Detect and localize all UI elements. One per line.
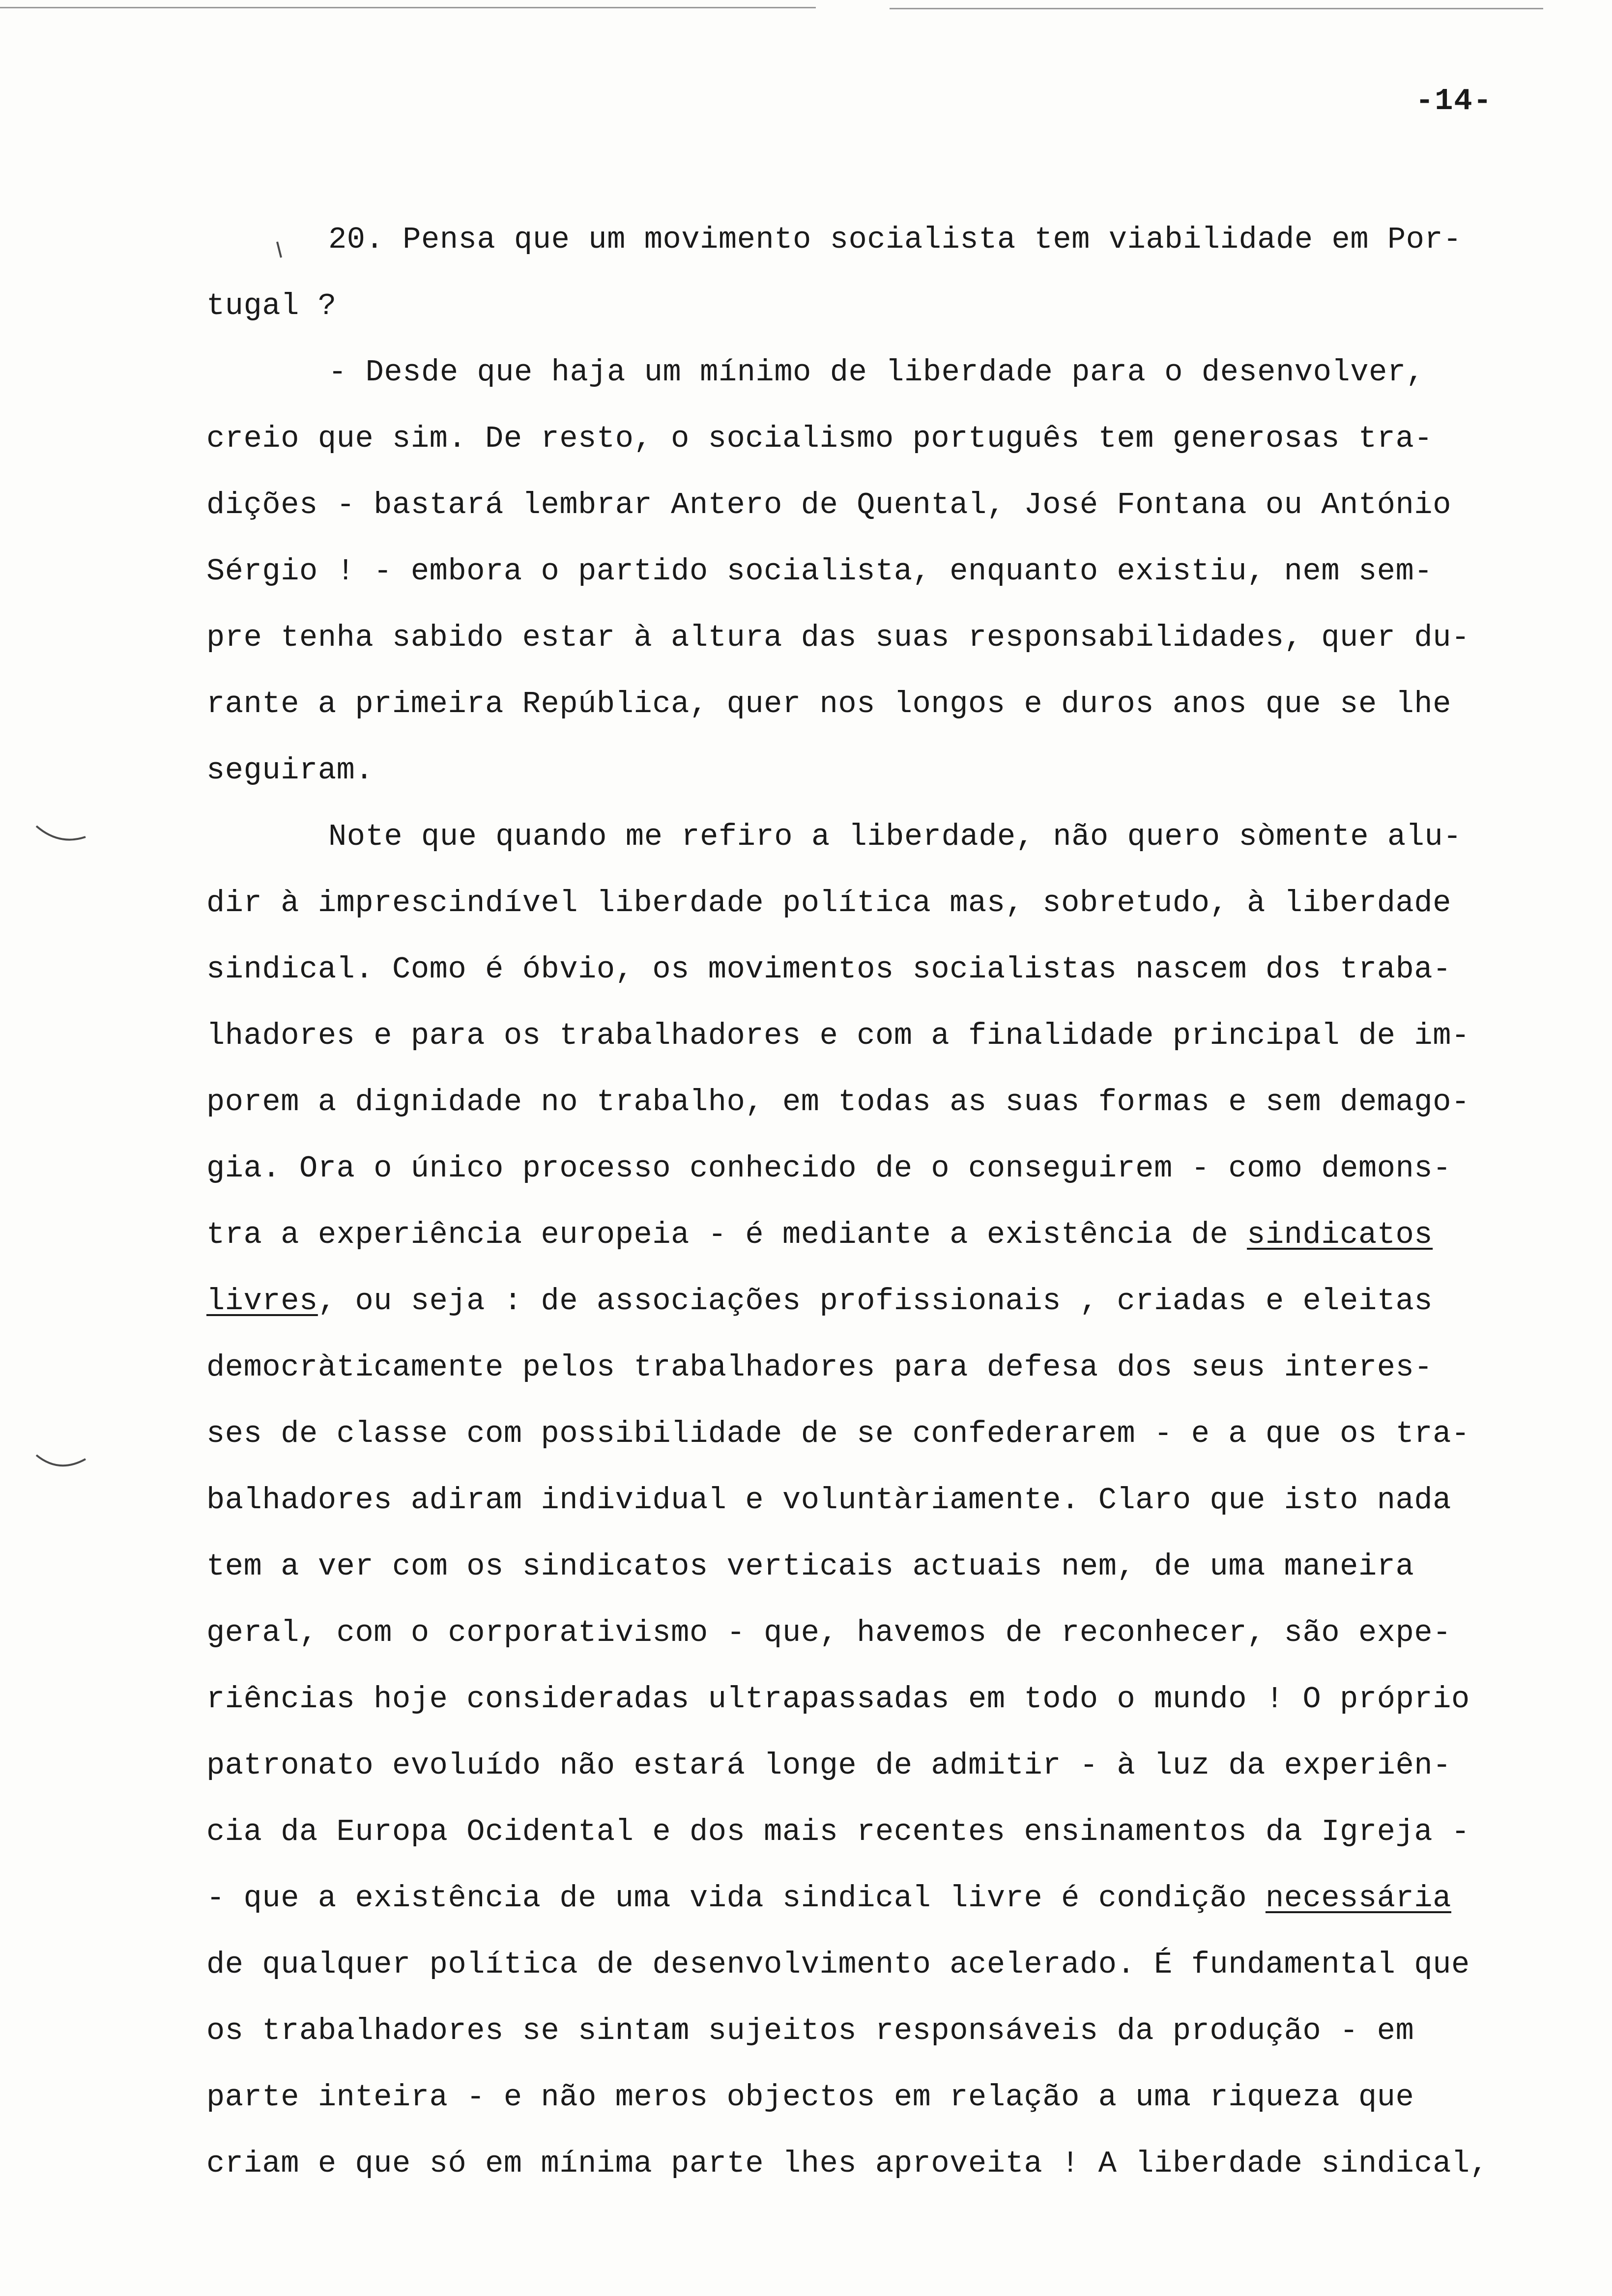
text-line: tra a experiência europeia - é mediante a existência de sindicatos (206, 1217, 1433, 1252)
text-line: tem a ver com os sindicatos verticais actuais nem, de uma maneira (206, 1549, 1414, 1584)
page-number: -14- (1415, 84, 1493, 118)
text-line: ses de classe com possibilidade de se confederarem - e a que os tra- (206, 1416, 1470, 1451)
text-line: seguiram. (206, 753, 374, 788)
text-line: gia. Ora o único processo conhecido de o conseguirem - como demons- (206, 1151, 1452, 1186)
scan-edge-line (890, 8, 1543, 9)
text-line: livres, ou seja : de associações profissionais , criadas e eleitas (206, 1284, 1433, 1319)
body-text (206, 206, 1583, 2197)
text-line: democràticamente pelos trabalhadores para defesa dos seus interes- (206, 1350, 1433, 1385)
text-line: - Desde que haja um mínimo de liberdade para o desenvolver, (328, 355, 1425, 390)
text-line: rante a primeira República, quer nos longos e duros anos que se lhe (206, 687, 1452, 721)
underlined-term: necessária (1265, 1881, 1452, 1916)
text-line: pre tenha sabido estar à altura das suas responsabilidades, quer du- (206, 620, 1470, 655)
text-line: 20. Pensa que um movimento socialista tem viabilidade em Por- (328, 222, 1462, 257)
text-line: cia da Europa Ocidental e dos mais recentes ensinamentos da Igreja - (206, 1814, 1470, 1849)
text-line: lhadores e para os trabalhadores e com a finalidade principal de im- (206, 1018, 1470, 1053)
text-line: dições - bastará lembrar Antero de Quental, José Fontana ou António (206, 488, 1452, 522)
text-line: tugal ? (206, 288, 337, 323)
text-line: Sérgio ! - embora o partido socialista, enquanto existiu, nem sem- (206, 554, 1433, 589)
margin-curve-mark (34, 1452, 88, 1477)
text-line: sindical. Como é óbvio, os movimentos socialistas nascem dos traba- (206, 952, 1452, 987)
underlined-term: livres (206, 1284, 318, 1319)
underlined-term: sindicatos (1247, 1217, 1433, 1252)
text-line: porem a dignidade no trabalho, em todas as suas formas e sem demago- (206, 1085, 1470, 1119)
text-line: parte inteira - e não meros objectos em relação a uma riqueza que (206, 2080, 1414, 2115)
text-line: os trabalhadores se sintam sujeitos responsáveis da produção - em (206, 2013, 1414, 2048)
text-line: patronato evoluído não estará longe de admitir - à luz da experiên- (206, 1748, 1452, 1783)
margin-curve-mark (34, 823, 88, 848)
text-line: riências hoje consideradas ultrapassadas em todo o mundo ! O próprio (206, 1682, 1470, 1717)
text-line: - que a existência de uma vida sindical livre é condição necessária (206, 1881, 1452, 1916)
scan-edge-line (0, 7, 816, 8)
text-line: balhadores adiram individual e voluntàriamente. Claro que isto nada (206, 1483, 1452, 1518)
text-line: dir à imprescindível liberdade política mas, sobretudo, à liberdade (206, 886, 1452, 920)
text-line: de qualquer política de desenvolvimento acelerado. É fundamental que (206, 1947, 1470, 1982)
text-line: Note que quando me refiro a liberdade, não quero sòmente alu- (328, 819, 1462, 854)
text-line: geral, com o corporativismo - que, havemos de reconhecer, são expe- (206, 1615, 1452, 1650)
text-line: criam e que só em mínima parte lhes aproveita ! A liberdade sindical, (206, 2146, 1489, 2181)
text-line: creio que sim. De resto, o socialismo português tem generosas tra- (206, 421, 1433, 456)
